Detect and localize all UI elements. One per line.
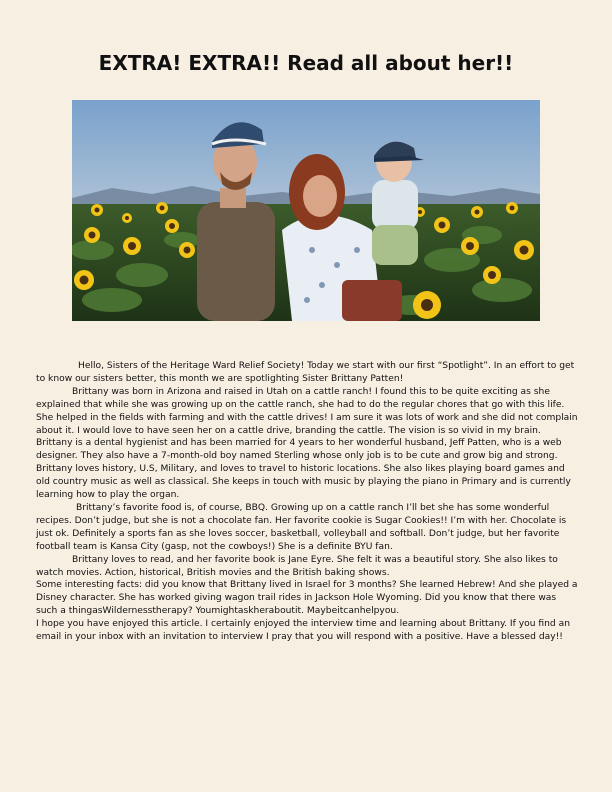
article-paragraph-reading: Brittany loves to read, and her favorite book is Jane Eyre. She felt it was a beautiful story. She also likes to watch movies. Action, historical, British movies and the British baking shows. bbox=[36, 554, 558, 578]
article-paragraph-background: Brittany was born in Arizona and raised in Utah on a cattle ranch! I found this to be quite exciting as she explained that while she was growing up on the cattle ranch, she had to do the regular chores that go with this life. She helped in the fields with farming and with the cattle drives! I am sure it was lots of work and she did not complain about it. I would love to have seen her on a cattle drive, branding the cattle. The vision is so vivid in my brain. bbox=[36, 386, 578, 436]
article-paragraph-favorites: Brittany’s favorite food is, of course, BBQ. Growing up on a cattle ranch I’ll bet she has some wonderful recipes. Don’t judge, but she is not a chocolate fan. Her favorite cookie is Sugar Cookies!! I’m with her. Chocolate is just ok. Definitely a sports fan as she loves soccer, basketball, volleyball and softball. Don’t judge, but her favorite football team is Kansa City (gasp, not the cowboys!) She is a definite BYU fan. bbox=[36, 502, 567, 552]
page-title: EXTRA! EXTRA!! Read all about her!! bbox=[98, 51, 514, 76]
article-paragraph-intro: Hello, Sisters of the Heritage Ward Relief Society! Today we start with our first “Spotlight”. In an effort to get to know our sisters better, this month we are spotlighting Sister Brittany Patten! bbox=[36, 361, 575, 384]
article-paragraph-hobbies: Brittany loves history, U.S, Military, and loves to travel to historic locations. She also likes playing board games and old country music as well as classical. She keeps in touch with music by playing the piano in Primary and is currently learning how to play the organ. bbox=[36, 464, 571, 501]
family-photo bbox=[72, 100, 540, 321]
article-body bbox=[36, 360, 580, 644]
family-photo-sunflower-field-icon bbox=[72, 100, 540, 321]
article-paragraph-facts: Some interesting facts: did you know that Brittany lived in Israel for 3 months? She learned Hebrew! And she played a Disney character. She has worked giving wagon trail rides in Jackson Hole Wyoming. Did you know that there was such a thingasWildernesstherapy? Youmightaskheraboutit. Maybeitcanhelpyou. bbox=[36, 580, 578, 617]
article-paragraph-closing: I hope you have enjoyed this article. I certainly enjoyed the interview time and learning about Brittany. If you find an email in your inbox with an invitation to interview I pray that you will respond with a positive. Have a blessed day!! bbox=[36, 619, 570, 643]
article-paragraph-family: Brittany is a dental hygienist and has been married for 4 years to her wonderful husband, Jeff Patten, who is a web designer. They also have a 7-month-old boy named Sterling whose only job is to be cute and grow big and strong. bbox=[36, 438, 562, 462]
